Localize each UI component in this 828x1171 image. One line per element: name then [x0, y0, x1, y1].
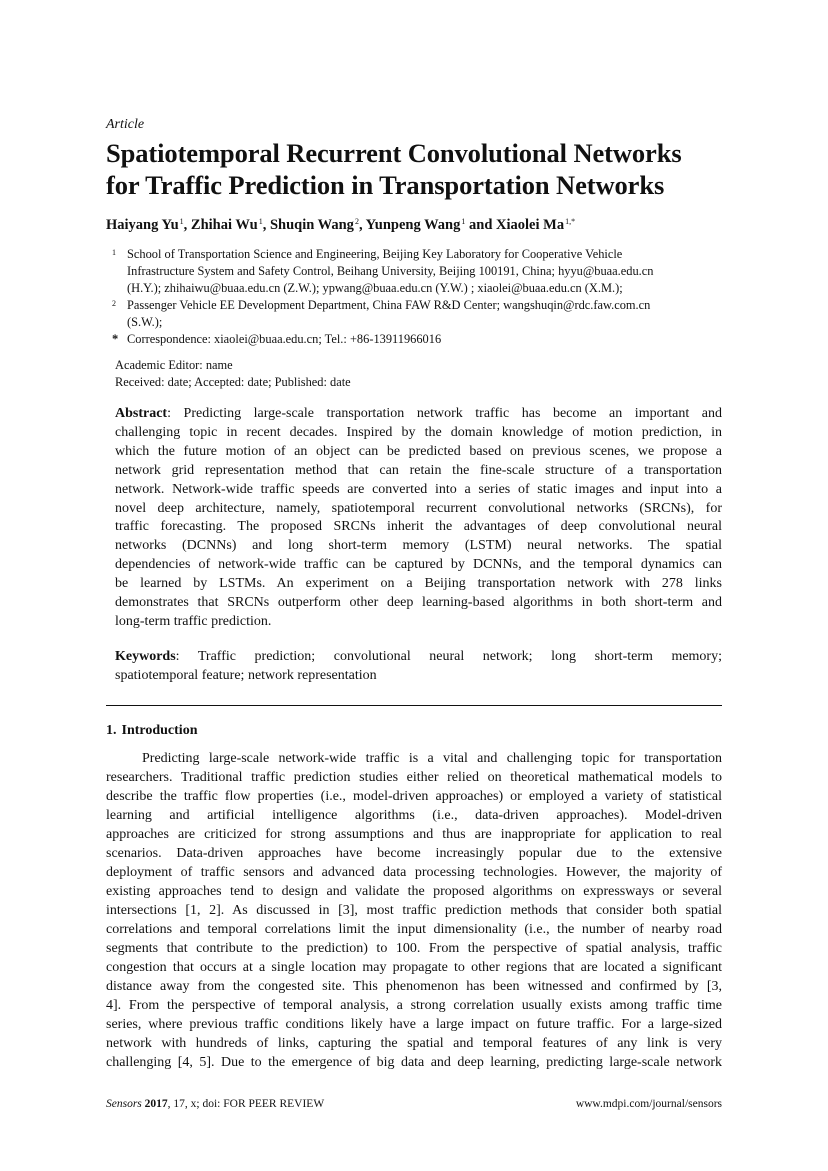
affiliation-line: (S.W.);	[127, 315, 163, 330]
body-line: approaches are criticized for strong assumptions and thus are inappropriate for application to real	[106, 827, 722, 842]
title-line: Spatiotemporal Recurrent Convolutional Networks	[106, 138, 682, 168]
body-line: Predicting large-scale network-wide traffic is a vital and challenging topic for transportation	[142, 751, 722, 766]
abstract-line: traffic forecasting. The proposed SRCNs inherit the advantages of deep convolutional neural	[115, 519, 722, 535]
body-line: distance away from the congested site. This phenomenon has been witnessed and confirmed by [3,	[106, 979, 722, 994]
footer-citation	[106, 1098, 324, 1110]
footer-journal: Sensors	[106, 1098, 142, 1110]
author-name: Yunpeng Wang	[365, 217, 461, 233]
author-affil-mark: 1,*	[565, 217, 576, 226]
author-name: Shuqin Wang	[269, 217, 354, 233]
affiliation-item	[112, 297, 722, 331]
body-line: network with hundreds of links, capturing the spatial and temporal features of any link is very	[106, 1036, 722, 1051]
body-line: 4]. From the perspective of temporal analysis, a strong correlation usually exists among traffic time	[106, 998, 722, 1013]
author-affil-mark: 1	[179, 217, 184, 226]
author-separator: ,	[358, 217, 366, 233]
correspondence-item	[112, 331, 722, 348]
footer-details: , 17, x; doi: FOR PEER REVIEW	[167, 1098, 325, 1110]
section-number: 1.	[106, 723, 117, 738]
keywords-text: : Traffic prediction; convolutional neural network; long short-term memory;	[175, 649, 722, 664]
article-type: Article	[106, 117, 145, 132]
affiliation-line: Infrastructure System and Safety Control, Beihang University, Beijing 100191, China; hyyu@buaa.edu.cn	[127, 264, 654, 279]
affiliation-line: School of Transportation Science and Engineering, Beijing Key Laboratory for Cooperative Vehicle	[127, 247, 623, 261]
body-line: series, where previous traffic conditions likely have a large impact on future traffic. For a large-sized	[106, 1017, 722, 1032]
section-title: Introduction	[121, 723, 198, 738]
abstract-line: challenging topic in recent decades. Inspired by the domain knowledge of motion prediction, in	[115, 424, 722, 440]
abstract-line: demonstrates that SRCNs outperform other deep learning-based algorithms in both short-term and	[115, 595, 722, 611]
body-line: learning and artificial intelligence algorithms (i.e., data-driven approaches). Model-driven	[106, 808, 722, 823]
keywords	[115, 648, 722, 686]
section-divider	[106, 705, 722, 706]
body-line: describe the traffic flow properties (i.e., model-driven approaches) or employed a variety of statistical	[106, 789, 722, 804]
introduction-body	[106, 749, 722, 1072]
abstract-line: long-term traffic prediction.	[115, 613, 272, 629]
abstract-line: which the future motion of an object can be predicted based on previous scenes, we propose a	[115, 443, 722, 459]
author-separator: ,	[262, 217, 270, 233]
keywords-line: spatiotemporal feature; network representation	[115, 667, 377, 683]
author-separator: ,	[183, 217, 191, 233]
abstract-text: : Predicting large-scale transportation network traffic has become an important and	[167, 406, 722, 421]
abstract-line: network grid representation method that can retain the fine-scale structure of a transportation	[115, 462, 722, 478]
correspondence-mark: *	[112, 332, 119, 347]
author-name: Haiyang Yu	[106, 217, 179, 233]
affiliation-line: (H.Y.); zhihaiwu@buaa.edu.cn (Z.W.); ypwang@buaa.edu.cn (Y.W.) ; xiaolei@buaa.edu.cn (X.M.);	[127, 281, 623, 296]
abstract-line	[115, 405, 722, 424]
author-name: Zhihai Wu	[190, 217, 258, 233]
title-line: for Traffic Prediction in Transportation Networks	[106, 170, 665, 200]
abstract-line: networks (DCNNs) and long short-term memory (LSTM) neural networks. The spatial	[115, 538, 722, 554]
abstract-line: be learned by LSTMs. An experiment on a Beijing transportation network with 278 links	[115, 576, 722, 592]
body-line: researchers. Traditional traffic prediction studies either relied on theoretical mathematical models to	[106, 770, 722, 785]
affiliation-mark: 2	[112, 299, 116, 309]
author-affil-mark: 2	[354, 217, 359, 226]
keywords-label: Keywords	[115, 649, 176, 664]
affiliation-item	[112, 246, 722, 297]
section-heading	[106, 723, 202, 739]
author-name: Xiaolei Ma	[496, 217, 565, 233]
footer-year: 2017	[144, 1098, 168, 1110]
author-list	[106, 217, 575, 234]
affiliation-mark: 1	[112, 248, 116, 257]
body-line: segments that contribute to the prediction) to 100. From the perspective of spatial analysis, traffic	[106, 941, 722, 956]
abstract-label: Abstract	[115, 406, 168, 421]
body-line: intersections [1, 2]. As discussed in [3], most traffic prediction methods that consider both spatial	[106, 903, 722, 918]
body-line: scenarios. Data-driven approaches have become increasingly popular due to the extensive	[106, 846, 722, 861]
correspondence-line: Correspondence: xiaolei@buaa.edu.cn; Tel.: +86-13911966016	[127, 332, 442, 347]
author-separator: and	[465, 217, 497, 233]
keywords-line	[115, 648, 722, 667]
body-line: existing approaches tend to design and validate the proposed algorithms on expressways or several	[106, 884, 722, 899]
abstract-line: network. Network-wide traffic speeds are converted into a series of static images and input into a	[115, 481, 722, 497]
academic-editor: Academic Editor: name	[115, 358, 233, 372]
abstract-line: dependencies of network-wide traffic can be captured by DCNNs, and the temporal dynamics can	[115, 557, 722, 573]
paper-title	[106, 137, 746, 201]
publication-dates: Received: date; Accepted: date; Published: date	[115, 375, 351, 389]
body-line: congestion that occurs at a single location may propagate to other regions that are located a significant	[106, 960, 722, 975]
body-line: challenging [4, 5]. Due to the emergence of big data and deep learning, predicting large-scale network	[106, 1055, 722, 1070]
body-line: deployment of traffic sensors and advanced data processing technologies. However, the majority of	[106, 865, 722, 880]
abstract	[115, 405, 722, 632]
affiliation-line: Passenger Vehicle EE Development Department, China FAW R&D Center; wangshuqin@rdc.faw.com.cn	[127, 298, 651, 313]
body-line: correlations and temporal correlations limit the input dimensionality (i.e., the number of nearby road	[106, 922, 722, 937]
editorial-info	[115, 357, 351, 391]
author-affil-mark: 1	[461, 217, 466, 226]
affiliations	[112, 246, 722, 349]
abstract-line: novel deep architecture, namely, spatiotemporal recurrent convolutional networks (SRCNs), for	[115, 500, 722, 516]
author-affil-mark: 1	[258, 217, 263, 226]
footer-journal-url: www.mdpi.com/journal/sensors	[575, 1098, 722, 1110]
